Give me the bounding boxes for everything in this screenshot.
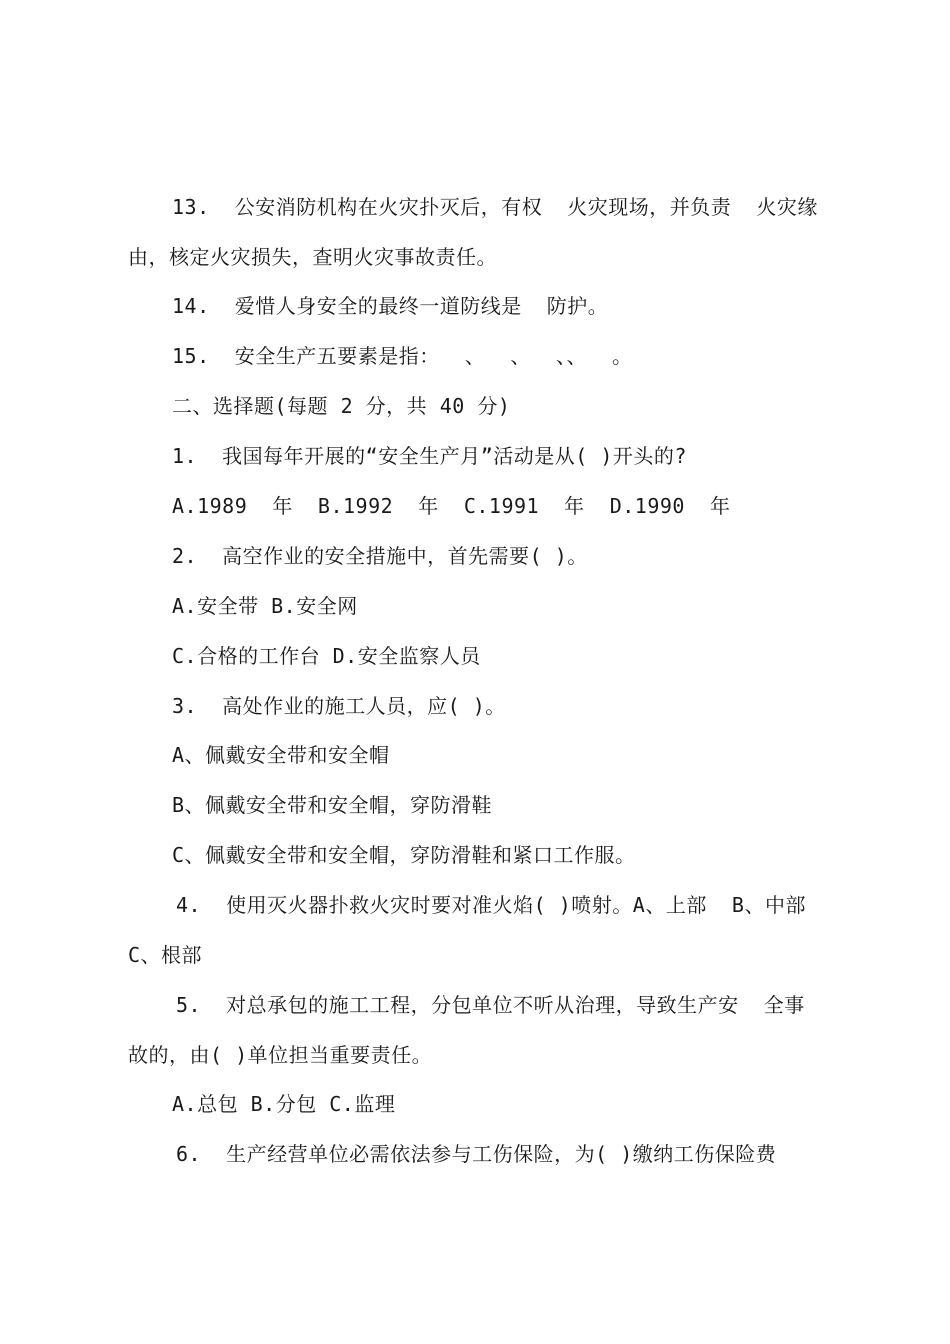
q13-line-2: 由，核定火灾损失，查明火灾事故责任。 — [128, 245, 497, 269]
mc-q2-options-2: C.合格的工作台 D.安全监察人员 — [172, 644, 481, 668]
mc-q1-options: A.1989 年 B.1992 年 C.1991 年 D.1990 年 — [172, 494, 731, 518]
mc-q5-line-1: 5. 对总承包的施工工程，分包单位不听从治理，导致生产安 全事 — [176, 993, 805, 1017]
mc-q2: 2. 高空作业的安全措施中，首先需要( )。 — [172, 544, 588, 568]
mc-q2-options-1: A.安全带 B.安全网 — [172, 594, 358, 618]
mc-q4-line-2: C、根部 — [128, 943, 203, 967]
q15-line: 15. 安全生产五要素是指： 、 、 、、 。 — [172, 344, 633, 368]
section-heading: 二、选择题(每题 2 分，共 40 分) — [172, 394, 511, 418]
q13-line-1: 13. 公安消防机构在火灾扑灭后，有权 火灾现场，并负责 火灾缘 — [172, 195, 818, 219]
mc-q4-line-1: 4. 使用灭火器扑救火灾时要对准火焰( )喷射。A、上部 B、中部 — [176, 893, 806, 917]
mc-q5-options: A.总包 B.分包 C.监理 — [172, 1092, 396, 1116]
mc-q1: 1. 我国每年开展的“安全生产月”活动是从( )开头的? — [172, 444, 687, 468]
mc-q3-option-b: B、佩戴安全带和安全帽，穿防滑鞋 — [172, 793, 493, 817]
mc-q3: 3. 高处作业的施工人员，应( )。 — [172, 694, 506, 718]
mc-q3-option-a: A、佩戴安全带和安全帽 — [172, 743, 390, 767]
mc-q6-line-1: 6. 生产经营单位必需依法参与工伤保险，为( )缴纳工伤保险费 — [176, 1142, 777, 1166]
mc-q5-line-2: 故的，由( )单位担当重要责任。 — [128, 1043, 433, 1067]
q14-line: 14. 爱惜人身安全的最终一道防线是 防护。 — [172, 294, 609, 318]
mc-q3-option-c: C、佩戴安全带和安全帽，穿防滑鞋和紧口工作服。 — [172, 843, 636, 867]
